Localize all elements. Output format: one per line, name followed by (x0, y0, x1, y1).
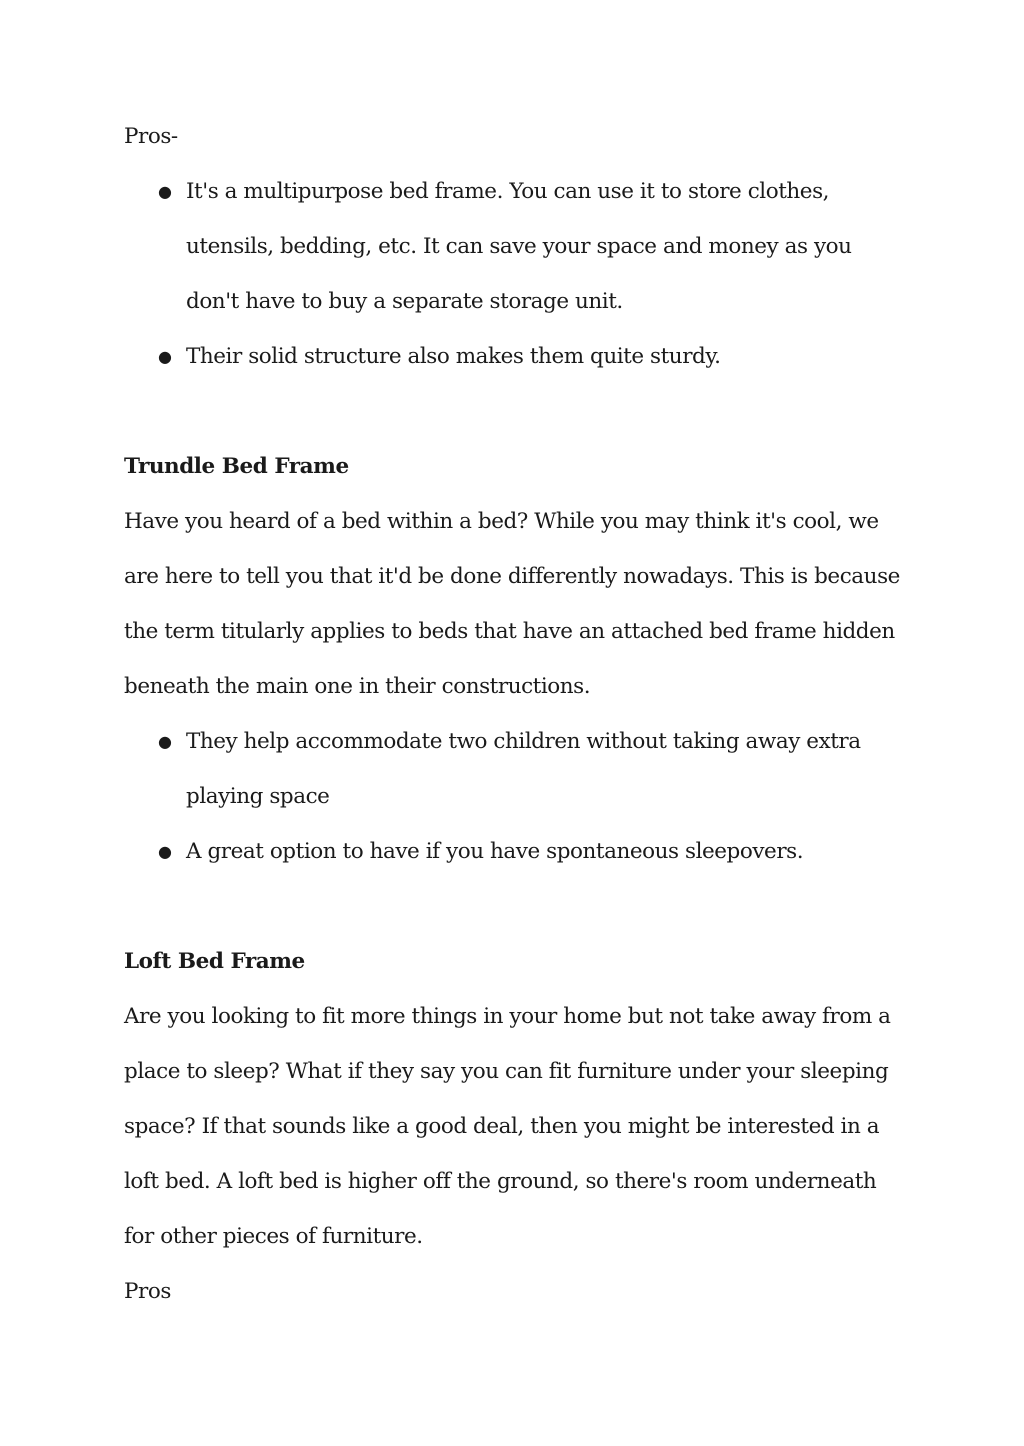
list-item-line: It's a multipurpose bed frame. You can use it to store clothes, (186, 179, 830, 204)
bullet-icon: ● (158, 842, 172, 861)
pros-list (124, 164, 914, 384)
pros-label: Pros- (124, 124, 178, 149)
pros-label: Pros (124, 1279, 171, 1304)
section-paragraph-trundle (124, 494, 914, 714)
list-item-line: They help accommodate two children without taking away extra (186, 729, 861, 754)
list-item (124, 329, 914, 384)
paragraph-line: the term titularly applies to beds that have an attached bed frame hidden (124, 619, 895, 644)
list-item-line: A great option to have if you have spontaneous sleepovers. (186, 839, 804, 864)
bullet-icon: ● (158, 182, 172, 201)
section-heading-trundle: Trundle Bed Frame (124, 454, 349, 479)
section-heading-loft: Loft Bed Frame (124, 949, 305, 974)
list-item-line: Their solid structure also makes them quite sturdy. (186, 344, 721, 369)
paragraph-line: loft bed. A loft bed is higher off the ground, so there's room underneath (124, 1169, 877, 1194)
section-spacer (124, 879, 914, 934)
paragraph-line: are here to tell you that it'd be done differently nowadays. This is because (124, 564, 900, 589)
list-item-line: utensils, bedding, etc. It can save your space and money as you (186, 234, 852, 259)
bullet-icon: ● (158, 347, 172, 366)
document-page (124, 109, 914, 1319)
bullet-icon: ● (158, 732, 172, 751)
list-item-line: don't have to buy a separate storage unit. (186, 289, 623, 314)
paragraph-line: Are you looking to fit more things in your home but not take away from a (124, 1004, 891, 1029)
list-item (124, 714, 914, 824)
paragraph-line: Have you heard of a bed within a bed? While you may think it's cool, we (124, 509, 879, 534)
list-item (124, 164, 914, 329)
paragraph-line: space? If that sounds like a good deal, then you might be interested in a (124, 1114, 880, 1139)
section-spacer (124, 384, 914, 439)
list-item-line: playing space (186, 784, 330, 809)
section-paragraph-loft (124, 989, 914, 1264)
paragraph-line: place to sleep? What if they say you can fit furniture under your sleeping (124, 1059, 889, 1084)
paragraph-line: beneath the main one in their constructions. (124, 674, 591, 699)
trundle-list (124, 714, 914, 879)
paragraph-line: for other pieces of furniture. (124, 1224, 423, 1249)
list-item (124, 824, 914, 879)
